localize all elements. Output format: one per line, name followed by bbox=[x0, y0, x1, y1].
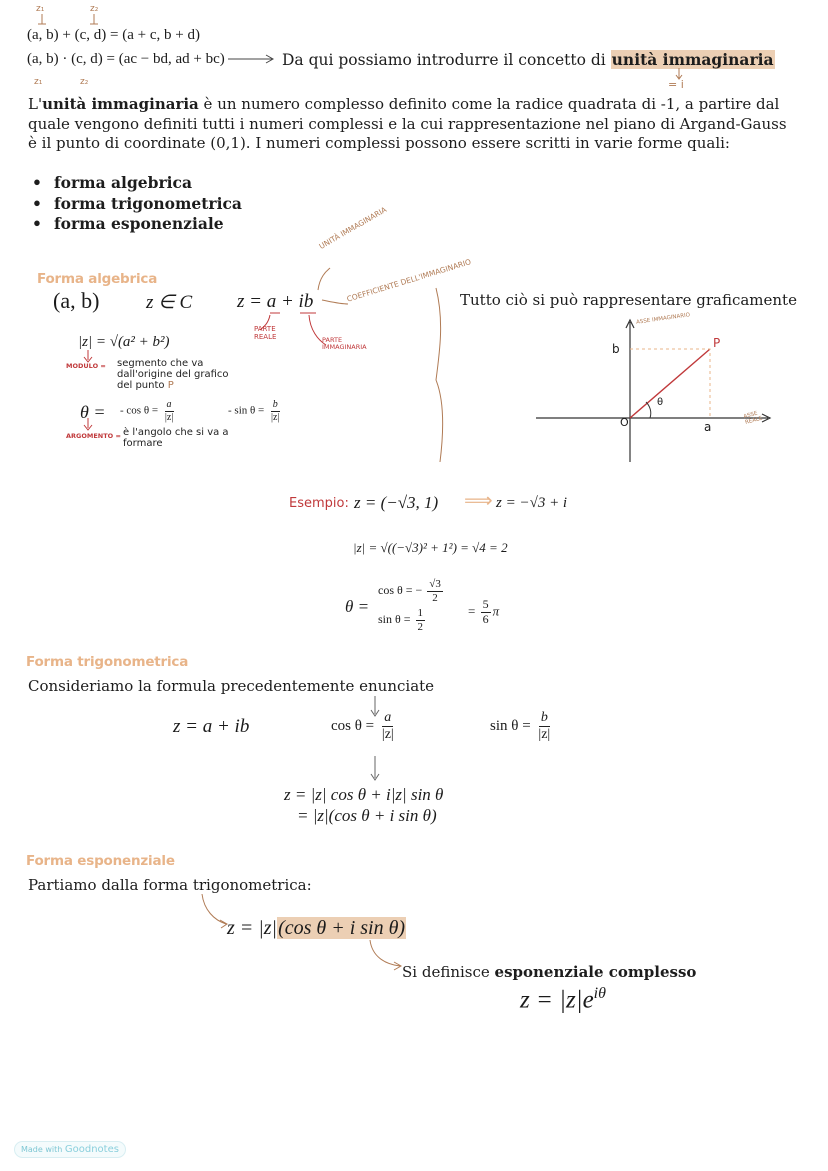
arrow-to-intro bbox=[226, 52, 278, 66]
theta-sin-definition bbox=[228, 399, 283, 423]
graph-theta-label: θ bbox=[657, 397, 664, 408]
heading-forma-esponenziale: Forma esponenziale bbox=[26, 853, 175, 869]
list-item: • forma algebrica bbox=[28, 173, 242, 194]
exp-highlighted-part: (cos θ + i sin θ) bbox=[278, 917, 406, 939]
trig-sin-eq: sin θ = $\frac{b}{|z|}$ bbox=[490, 710, 551, 743]
intro-sentence bbox=[282, 50, 775, 71]
modulo-desc-text: segmento che va dall'origine del grafico del punto bbox=[117, 358, 229, 391]
modulo-description bbox=[117, 358, 235, 391]
argomento-label: ARGOMENTO = bbox=[66, 432, 121, 440]
trig-arrow-bottom bbox=[368, 756, 382, 782]
example-result: = $\frac{5}{6}$ π bbox=[468, 597, 500, 626]
i-annotation: = i bbox=[668, 78, 684, 91]
argomento-description: è l'angolo che si va a formare bbox=[123, 427, 229, 449]
product-formula: (a, b) · (c, d) = (ac − bd, ad + bc) bbox=[27, 51, 225, 67]
heading-forma-trigonometrica: Forma trigonometrica bbox=[26, 654, 189, 670]
sum-formula: (a, b) + (c, d) = (a + c, b + d) bbox=[27, 27, 200, 43]
goodnotes-badge[interactable] bbox=[14, 1141, 126, 1158]
exp-trig-formula: z = |z|(cos θ + i sin θ) bbox=[227, 917, 406, 939]
cos-part: - cos θ = bbox=[120, 404, 159, 417]
intro-highlight: unità immaginaria bbox=[611, 50, 774, 69]
exp-definition: Si definisce esponenziale complesso bbox=[402, 963, 697, 981]
example-sin-line: sin θ = $\frac{1}{2}$ bbox=[378, 607, 424, 633]
list-item: • forma trigonometrica bbox=[28, 194, 242, 215]
graph-b-label: b bbox=[612, 342, 620, 356]
frac-5-over-6: $\frac{5}{6}$ bbox=[482, 597, 489, 626]
example-z-algebraic: z = −√3 + i bbox=[496, 495, 568, 511]
graph-point-p: P bbox=[713, 336, 721, 350]
frac-sqrt3-over-2: $\frac{√3}{2}$ bbox=[429, 578, 441, 604]
heading-forma-algebrica: Forma algebrica bbox=[37, 271, 158, 287]
graph-origin-label: O bbox=[620, 416, 629, 429]
frac-a-over-modz: $\frac{a}{|z|}$ bbox=[381, 710, 394, 743]
sin-part: - sin θ = bbox=[228, 404, 265, 417]
exp-final-formula: $z = |z|e^{i\theta}$ bbox=[520, 985, 606, 1014]
definition-text: è un numero complesso definito come la radice quadrata di -1, a partire dal quale vengono definiti tutti i numeri complessi e la cui rappresentazione nel piano di Argand-Gauss è il punto di coordinate (0,1). I numeri complessi possono essere scritti in varie forme quali: bbox=[28, 95, 787, 152]
theta-label: θ = bbox=[80, 402, 106, 422]
vector-op bbox=[630, 349, 710, 418]
example-label: Esempio: bbox=[289, 496, 349, 511]
z-in-c: z ∈ C bbox=[146, 292, 193, 313]
trig-z-algebraic: z = a + ib bbox=[173, 716, 250, 737]
definition-paragraph bbox=[28, 95, 788, 154]
exp-intro: Partiamo dalla forma trigonometrica: bbox=[28, 876, 312, 894]
annotation-coefficiente: COEFFICIENTE DELL'IMMAGINARIO bbox=[345, 257, 473, 304]
pair-ab: (a, b) bbox=[53, 288, 100, 313]
frac-a-over-z: $\frac{a}{|z|}$ bbox=[164, 399, 174, 423]
trig-line-2: = |z|(cos θ + i sin θ) bbox=[297, 806, 437, 825]
annotation-parte-immaginaria: PARTE IMMAGINARIA bbox=[322, 336, 367, 351]
theta-cos-definition bbox=[120, 399, 177, 423]
modulo-point: P bbox=[167, 380, 174, 391]
z-algebraic: z = a + ib bbox=[237, 291, 314, 312]
modulo-label: MODULO = bbox=[66, 362, 106, 370]
graph-a-label: a bbox=[704, 420, 712, 434]
y-axis bbox=[626, 320, 634, 462]
example-theta: θ = bbox=[345, 597, 370, 616]
goodnotes-text: Goodnotes bbox=[64, 1144, 119, 1155]
argand-diagram bbox=[530, 316, 780, 466]
frac-b-over-z: $\frac{b}{|z|}$ bbox=[270, 399, 280, 423]
argomento-arrow bbox=[80, 418, 100, 432]
z2-annotation-top: z₂ bbox=[90, 4, 99, 14]
graph-x-axis-label: ASSE REALE bbox=[742, 410, 764, 426]
example-modulus: |z| = √((−√3)² + 1²) = √4 = 2 bbox=[353, 540, 508, 555]
forms-list bbox=[28, 173, 242, 235]
z2-annotation-bottom: z₂ bbox=[80, 77, 89, 87]
example-cos-line: cos θ = − $\frac{√3}{2}$ bbox=[378, 578, 441, 604]
example-implies-arrow: ⟹ bbox=[464, 490, 493, 512]
intro-text: Da qui possiamo introdurre il concetto di bbox=[282, 51, 611, 69]
example-z-pair: z = (−√3, 1) bbox=[354, 493, 439, 512]
graph-y-axis-label: ASSE IMMAGINARIO bbox=[635, 312, 691, 326]
graph-caption: Tutto ciò si può rappresentare graficamente bbox=[460, 291, 797, 309]
made-with-text: Made with bbox=[21, 1145, 63, 1154]
trig-line-1: z = |z| cos θ + i|z| sin θ bbox=[284, 785, 444, 804]
frac-b-over-modz: $\frac{b}{|z|}$ bbox=[538, 710, 551, 743]
trig-intro: Consideriamo la formula precedentemente enunciate bbox=[28, 677, 435, 695]
x-axis bbox=[536, 414, 770, 422]
definition-term: unità immaginaria bbox=[42, 95, 199, 113]
trig-cos-eq: cos θ = $\frac{a}{|z|}$ bbox=[331, 710, 394, 743]
z1-annotation-bottom: z₁ bbox=[34, 77, 43, 87]
annotation-unita-immaginaria: UNITÀ IMMAGINARIA bbox=[317, 204, 389, 251]
z1-annotation-top: z₁ bbox=[36, 4, 45, 14]
list-item: • forma esponenziale bbox=[28, 214, 242, 235]
annotation-parte-reale: PARTE REALE bbox=[254, 325, 277, 341]
definition-prefix: L' bbox=[28, 95, 43, 113]
frac-1-over-2: $\frac{1}{2}$ bbox=[417, 607, 424, 633]
modulus-formula: |z| = √(a² + b²) bbox=[78, 334, 170, 350]
